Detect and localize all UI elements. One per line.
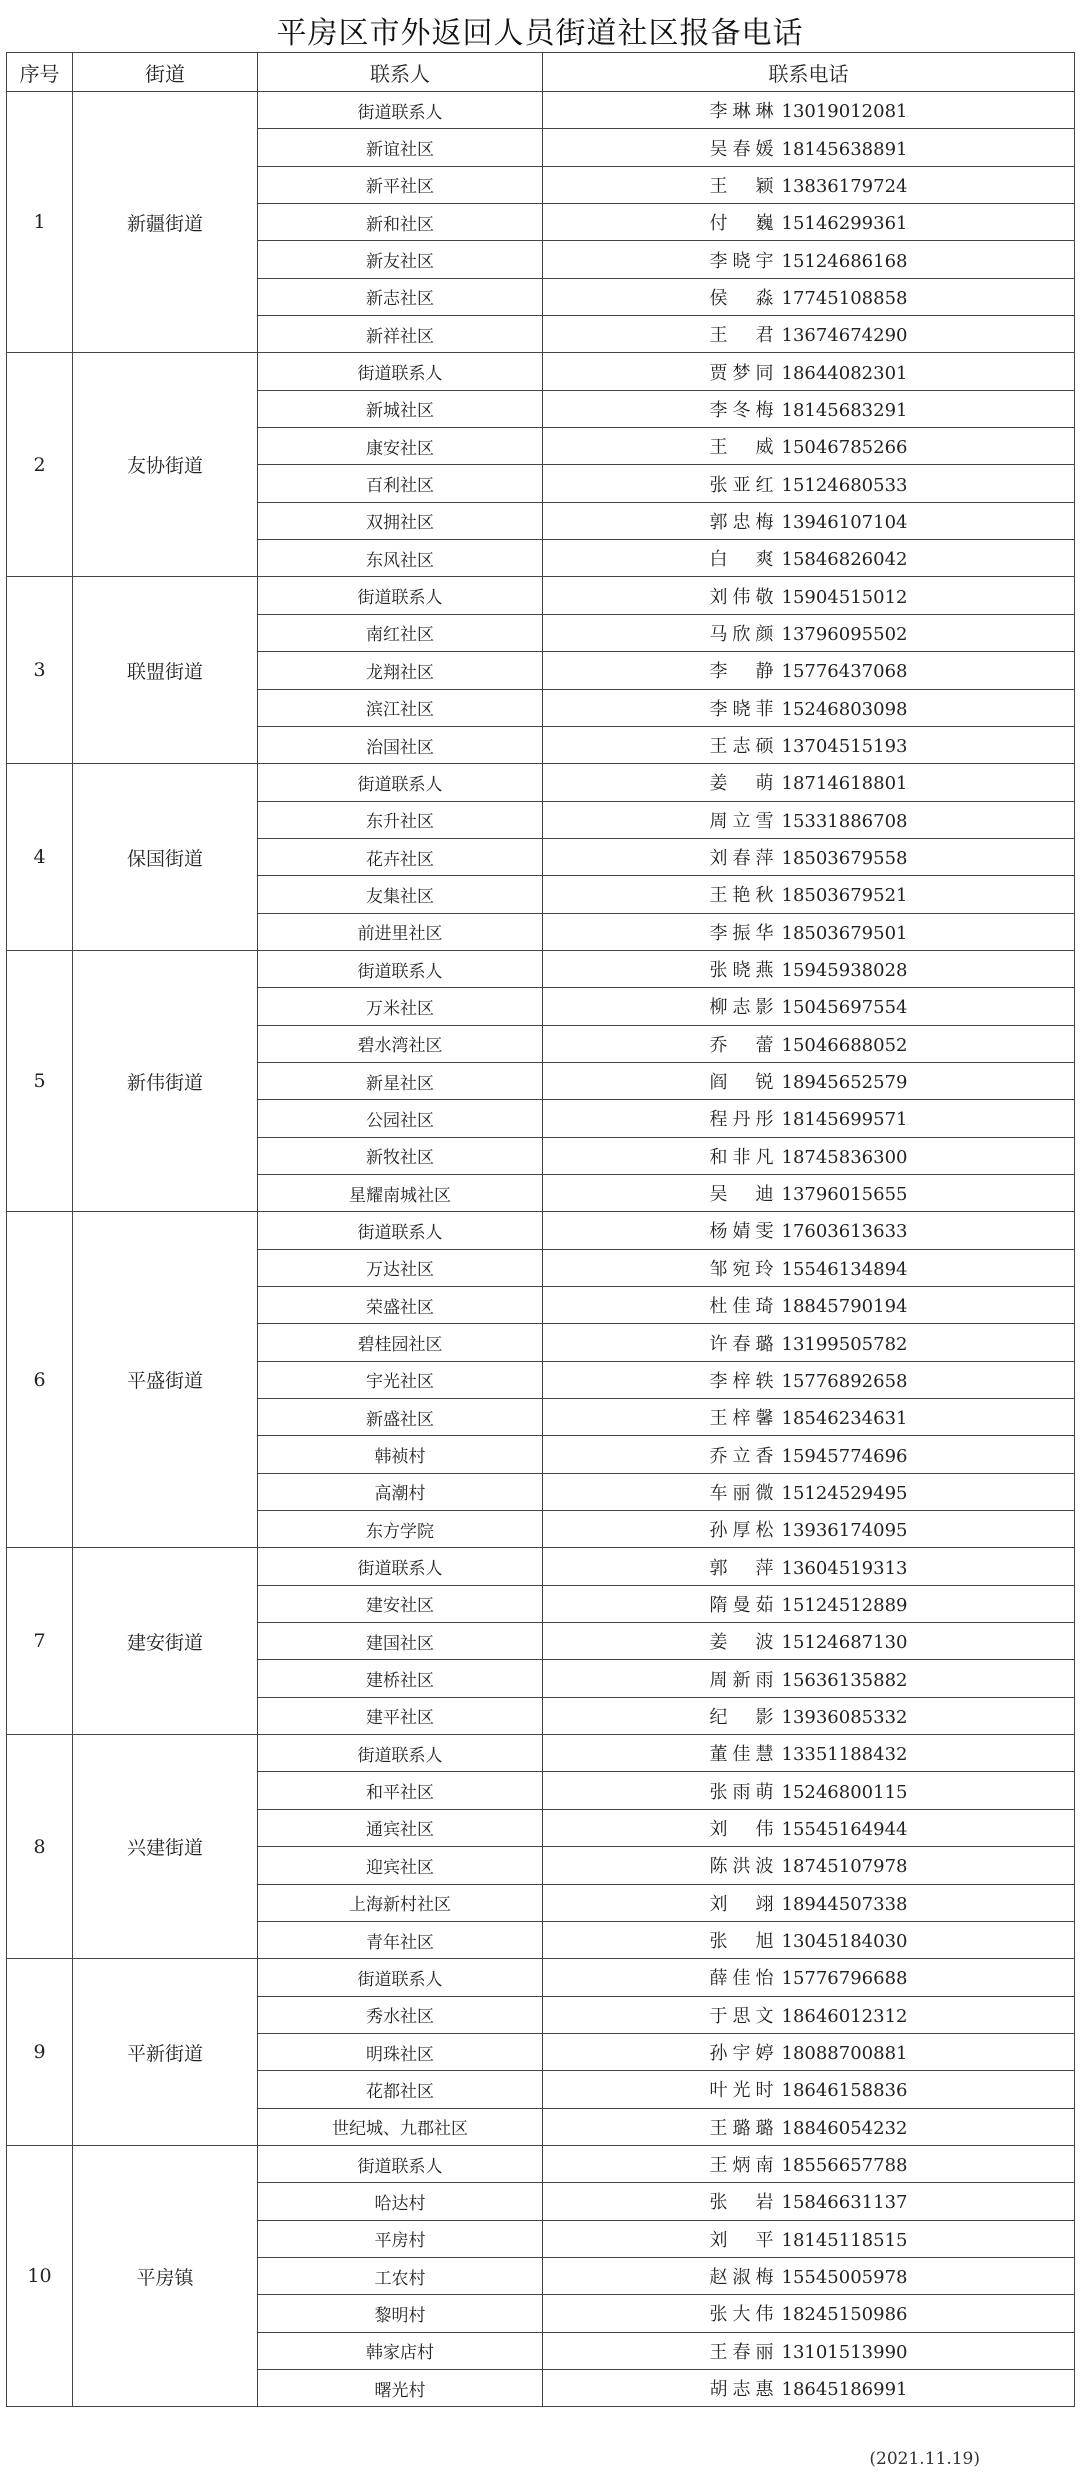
contact-cell: 建桥社区 — [258, 1660, 543, 1697]
contact-person-name: 王璐璐 — [709, 2117, 774, 2139]
contact-cell: 花都社区 — [258, 2071, 543, 2108]
phone-number: 15046785266 — [781, 437, 908, 459]
contact-cell: 新城社区 — [258, 390, 543, 427]
contact-person-name: 邹宛玲 — [709, 1258, 774, 1280]
contact-cell: 新志社区 — [258, 278, 543, 315]
contact-cell: 明珠社区 — [258, 2033, 543, 2070]
seq-cell: 8 — [7, 1735, 73, 1959]
contact-person-name: 乔 蕾 — [709, 1034, 774, 1056]
contact-cell: 韩家店村 — [258, 2332, 543, 2369]
phone-number: 15545005978 — [781, 2267, 908, 2289]
seq-cell: 10 — [7, 2145, 73, 2406]
street-cell: 保国街道 — [73, 764, 258, 951]
phone-number: 18145118515 — [781, 2229, 908, 2251]
phone-cell — [543, 1884, 1075, 1921]
contact-person-name: 郭忠梅 — [709, 511, 774, 533]
contact-cell: 万达社区 — [258, 1249, 543, 1286]
contact-person-name: 刘 伟 — [709, 1818, 774, 1840]
street-cell: 建安街道 — [73, 1548, 258, 1735]
contact-person-name: 姜 波 — [709, 1632, 774, 1654]
contact-person-name: 吴春媛 — [709, 138, 774, 160]
contact-cell: 南红社区 — [258, 614, 543, 651]
table-body — [7, 92, 1075, 2407]
phone-number: 18546234631 — [781, 1408, 908, 1430]
contact-person-name: 李晓菲 — [709, 698, 774, 720]
phone-cell — [543, 2295, 1075, 2332]
phone-number: 15124687130 — [781, 1632, 908, 1654]
header-phone: 联系电话 — [543, 53, 1075, 92]
phone-number: 13704515193 — [781, 736, 908, 758]
contact-person-name: 孙宇婷 — [709, 2043, 774, 2065]
phone-cell — [543, 428, 1075, 465]
phone-cell — [543, 1921, 1075, 1958]
contact-cell: 康安社区 — [258, 428, 543, 465]
contact-cell: 万米社区 — [258, 988, 543, 1025]
contact-person-name: 王春丽 — [709, 2341, 774, 2363]
street-cell: 友协街道 — [73, 353, 258, 577]
contact-person-name: 王艳秋 — [709, 885, 774, 907]
contact-cell: 上海新村社区 — [258, 1884, 543, 1921]
contact-person-name: 李振华 — [709, 922, 774, 944]
street-cell: 联盟街道 — [73, 577, 258, 764]
contact-cell: 建安社区 — [258, 1585, 543, 1622]
phone-cell — [543, 1697, 1075, 1734]
phone-number: 15046688052 — [781, 1034, 908, 1056]
phone-number: 18846054232 — [781, 2117, 908, 2139]
contact-person-name: 陈洪波 — [709, 1856, 774, 1878]
phone-cell — [543, 1436, 1075, 1473]
phone-cell — [543, 241, 1075, 278]
phone-cell — [543, 2369, 1075, 2406]
phone-number: 18646158836 — [781, 2080, 908, 2102]
contact-cell: 治国社区 — [258, 726, 543, 763]
phone-number: 18088700881 — [781, 2043, 908, 2065]
phone-cell — [543, 726, 1075, 763]
phone-cell — [543, 465, 1075, 502]
phone-cell — [543, 2183, 1075, 2220]
contact-cell: 新友社区 — [258, 241, 543, 278]
contact-cell: 荣盛社区 — [258, 1287, 543, 1324]
contact-cell: 街道联系人 — [258, 1548, 543, 1585]
contact-person-name: 杜佳琦 — [709, 1296, 774, 1318]
street-cell: 兴建街道 — [73, 1735, 258, 1959]
table-row — [7, 2145, 1075, 2182]
contact-person-name: 李 静 — [709, 661, 774, 683]
table-row — [7, 353, 1075, 390]
contact-cell: 东方学院 — [258, 1511, 543, 1548]
contact-cell: 百利社区 — [258, 465, 543, 502]
contact-person-name: 程丹彤 — [709, 1109, 774, 1131]
phone-number: 13604519313 — [781, 1557, 908, 1579]
phone-number: 15146299361 — [781, 213, 908, 235]
phone-number: 13796095502 — [781, 623, 908, 645]
street-cell: 平盛街道 — [73, 1212, 258, 1548]
phone-number: 13936085332 — [781, 1706, 908, 1728]
header-contact: 联系人 — [258, 53, 543, 92]
street-cell: 新伟街道 — [73, 950, 258, 1211]
phone-number: 18745107978 — [781, 1856, 908, 1878]
phone-cell — [543, 502, 1075, 539]
phone-number: 18646012312 — [781, 2005, 908, 2027]
contact-cell: 新星社区 — [258, 1062, 543, 1099]
phone-cell — [543, 2257, 1075, 2294]
street-cell: 平新街道 — [73, 1959, 258, 2146]
contact-cell: 新牧社区 — [258, 1137, 543, 1174]
phone-cell — [543, 92, 1075, 129]
contact-person-name: 隋曼茹 — [709, 1594, 774, 1616]
seq-cell: 7 — [7, 1548, 73, 1735]
contact-cell: 哈达村 — [258, 2183, 543, 2220]
phone-number: 17745108858 — [781, 287, 908, 309]
phone-number: 18503679558 — [781, 848, 908, 870]
contact-cell: 街道联系人 — [258, 764, 543, 801]
contact-cell: 建平社区 — [258, 1697, 543, 1734]
phone-cell — [543, 1548, 1075, 1585]
contact-cell: 建国社区 — [258, 1623, 543, 1660]
contact-person-name: 刘伟敬 — [709, 586, 774, 608]
header-seq: 序号 — [7, 53, 73, 92]
contact-person-name: 李梓轶 — [709, 1370, 774, 1392]
table-row — [7, 1735, 1075, 1772]
phone-cell — [543, 876, 1075, 913]
seq-cell: 4 — [7, 764, 73, 951]
phone-cell — [543, 1025, 1075, 1062]
contact-person-name: 姜 萌 — [709, 773, 774, 795]
page-title: 平房区市外返回人员街道社区报备电话 — [276, 16, 804, 51]
contact-cell: 新祥社区 — [258, 316, 543, 353]
contact-cell: 街道联系人 — [258, 950, 543, 987]
phone-cell — [543, 390, 1075, 427]
contact-cell: 和平社区 — [258, 1772, 543, 1809]
contact-cell: 碧桂园社区 — [258, 1324, 543, 1361]
phone-number: 15776892658 — [781, 1370, 908, 1392]
contact-person-name: 许春璐 — [709, 1333, 774, 1355]
phone-number: 18556657788 — [781, 2155, 908, 2177]
phone-number: 13936174095 — [781, 1520, 908, 1542]
contact-person-name: 薛佳怡 — [709, 1968, 774, 1990]
contact-person-name: 赵淑梅 — [709, 2267, 774, 2289]
contact-person-name: 贾梦同 — [709, 362, 774, 384]
phone-cell — [543, 1249, 1075, 1286]
contact-person-name: 于思文 — [709, 2005, 774, 2027]
contact-cell: 工农村 — [258, 2257, 543, 2294]
contact-person-name: 和非凡 — [709, 1146, 774, 1168]
contact-cell: 街道联系人 — [258, 577, 543, 614]
phone-cell — [543, 2220, 1075, 2257]
contact-cell: 新盛社区 — [258, 1399, 543, 1436]
contact-cell: 友集社区 — [258, 876, 543, 913]
phone-cell — [543, 1174, 1075, 1211]
phone-number: 18645186991 — [781, 2379, 908, 2401]
phone-number: 15846631137 — [781, 2192, 908, 2214]
phone-number: 17603613633 — [781, 1221, 908, 1243]
header-street: 街道 — [73, 53, 258, 92]
contact-person-name: 张大伟 — [709, 2304, 774, 2326]
phone-cell — [543, 577, 1075, 614]
phone-number: 18644082301 — [781, 362, 908, 384]
contact-cell: 街道联系人 — [258, 1212, 543, 1249]
contact-person-name: 阎 锐 — [709, 1072, 774, 1094]
phone-number: 15246803098 — [781, 698, 908, 720]
contact-cell: 街道联系人 — [258, 1735, 543, 1772]
seq-cell: 9 — [7, 1959, 73, 2146]
phone-cell — [543, 614, 1075, 651]
contact-person-name: 侯 淼 — [709, 287, 774, 309]
contact-cell: 黎明村 — [258, 2295, 543, 2332]
contact-person-name: 张 旭 — [709, 1931, 774, 1953]
phone-number: 15945774696 — [781, 1445, 908, 1467]
contact-cell: 街道联系人 — [258, 92, 543, 129]
phone-cell — [543, 1511, 1075, 1548]
phone-cell — [543, 913, 1075, 950]
contact-person-name: 白 爽 — [709, 549, 774, 571]
phone-cell — [543, 166, 1075, 203]
contact-person-name: 张晓燕 — [709, 960, 774, 982]
phone-number: 18145638891 — [781, 138, 908, 160]
table-row — [7, 950, 1075, 987]
contact-cell: 高潮村 — [258, 1473, 543, 1510]
contact-cell: 通宾社区 — [258, 1809, 543, 1846]
phone-number: 18503679521 — [781, 885, 908, 907]
contact-person-name: 王梓馨 — [709, 1408, 774, 1430]
contact-cell: 碧水湾社区 — [258, 1025, 543, 1062]
contact-person-name: 孙厚松 — [709, 1520, 774, 1542]
contact-person-name: 刘 翊 — [709, 1893, 774, 1915]
phone-number: 18945652579 — [781, 1072, 908, 1094]
seq-cell: 1 — [7, 92, 73, 353]
table-row — [7, 92, 1075, 129]
contact-person-name: 胡志惠 — [709, 2379, 774, 2401]
contact-cell: 街道联系人 — [258, 2145, 543, 2182]
contact-person-name: 柳志影 — [709, 997, 774, 1019]
contact-person-name: 付 巍 — [709, 213, 774, 235]
phone-number: 18944507338 — [781, 1893, 908, 1915]
phone-number: 18145699571 — [781, 1109, 908, 1131]
phone-cell — [543, 129, 1075, 166]
contact-person-name: 李冬梅 — [709, 399, 774, 421]
contact-cell: 新和社区 — [258, 204, 543, 241]
phone-number: 15331886708 — [781, 810, 908, 832]
phone-cell — [543, 689, 1075, 726]
table-header-row — [7, 53, 1075, 92]
phone-cell — [543, 2145, 1075, 2182]
contact-person-name: 董佳慧 — [709, 1744, 774, 1766]
contact-person-name: 杨婧雯 — [709, 1221, 774, 1243]
phone-cell — [543, 1585, 1075, 1622]
contact-cell: 花卉社区 — [258, 838, 543, 875]
contact-person-name: 马欣颜 — [709, 623, 774, 645]
phone-number: 15246800115 — [781, 1781, 908, 1803]
phone-cell — [543, 764, 1075, 801]
phone-cell — [543, 204, 1075, 241]
contact-person-name: 吴 迪 — [709, 1184, 774, 1206]
contact-cell: 东升社区 — [258, 801, 543, 838]
contact-cell: 东风社区 — [258, 540, 543, 577]
phone-cell — [543, 1809, 1075, 1846]
phone-number: 18714618801 — [781, 773, 908, 795]
phone-number: 15945938028 — [781, 960, 908, 982]
phone-number: 13101513990 — [781, 2341, 908, 2363]
phone-cell — [543, 652, 1075, 689]
phone-cell — [543, 1137, 1075, 1174]
contact-cell: 公园社区 — [258, 1100, 543, 1137]
phone-number: 15776796688 — [781, 1968, 908, 1990]
phone-number: 18745836300 — [781, 1146, 908, 1168]
contact-table — [6, 52, 1075, 2407]
contact-cell: 迎宾社区 — [258, 1847, 543, 1884]
street-cell: 平房镇 — [73, 2145, 258, 2406]
contact-person-name: 张雨萌 — [709, 1781, 774, 1803]
phone-cell — [543, 1062, 1075, 1099]
contact-cell: 龙翔社区 — [258, 652, 543, 689]
phone-cell — [543, 2108, 1075, 2145]
phone-number: 13946107104 — [781, 511, 908, 533]
contact-person-name: 车丽微 — [709, 1482, 774, 1504]
contact-person-name: 刘春萍 — [709, 848, 774, 870]
contact-person-name: 叶光时 — [709, 2080, 774, 2102]
contact-cell: 双拥社区 — [258, 502, 543, 539]
phone-cell — [543, 1772, 1075, 1809]
phone-number: 13796015655 — [781, 1184, 908, 1206]
contact-person-name: 王志硕 — [709, 736, 774, 758]
contact-person-name: 李琳琳 — [709, 101, 774, 123]
contact-cell: 秀水社区 — [258, 1996, 543, 2033]
phone-cell — [543, 988, 1075, 1025]
contact-cell: 前进里社区 — [258, 913, 543, 950]
phone-number: 18845790194 — [781, 1296, 908, 1318]
phone-number: 15636135882 — [781, 1669, 908, 1691]
contact-person-name: 王 颖 — [709, 175, 774, 197]
contact-person-name: 乔立香 — [709, 1445, 774, 1467]
phone-cell — [543, 1399, 1075, 1436]
phone-number: 15776437068 — [781, 661, 908, 683]
phone-number: 15545164944 — [781, 1818, 908, 1840]
phone-cell — [543, 838, 1075, 875]
phone-cell — [543, 353, 1075, 390]
contact-cell: 平房村 — [258, 2220, 543, 2257]
street-cell: 新疆街道 — [73, 92, 258, 353]
contact-cell: 滨江社区 — [258, 689, 543, 726]
phone-cell — [543, 1959, 1075, 1996]
contact-cell: 世纪城、九郡社区 — [258, 2108, 543, 2145]
contact-person-name: 王 威 — [709, 437, 774, 459]
contact-person-name: 李晓宇 — [709, 250, 774, 272]
seq-cell: 3 — [7, 577, 73, 764]
contact-person-name: 周立雪 — [709, 810, 774, 832]
contact-cell: 青年社区 — [258, 1921, 543, 1958]
phone-cell — [543, 1100, 1075, 1137]
phone-number: 15124512889 — [781, 1594, 908, 1616]
phone-number: 15124680533 — [781, 474, 908, 496]
contact-cell: 街道联系人 — [258, 1959, 543, 1996]
phone-cell — [543, 1324, 1075, 1361]
contact-person-name: 郭 萍 — [709, 1557, 774, 1579]
phone-cell — [543, 316, 1075, 353]
contact-person-name: 王炳南 — [709, 2155, 774, 2177]
table-row — [7, 764, 1075, 801]
phone-cell — [543, 2033, 1075, 2070]
phone-cell — [543, 1212, 1075, 1249]
phone-cell — [543, 1287, 1075, 1324]
contact-cell: 宇光社区 — [258, 1361, 543, 1398]
phone-cell — [543, 1847, 1075, 1884]
phone-cell — [543, 540, 1075, 577]
phone-number: 18245150986 — [781, 2304, 908, 2326]
table-row — [7, 1212, 1075, 1249]
phone-number: 15846826042 — [781, 549, 908, 571]
contact-person-name: 周新雨 — [709, 1669, 774, 1691]
date-footer: (2021.11.19) — [869, 2449, 980, 2469]
table-row — [7, 1959, 1075, 1996]
contact-cell: 曙光村 — [258, 2369, 543, 2406]
phone-number: 15124529495 — [781, 1482, 908, 1504]
contact-cell: 星耀南城社区 — [258, 1174, 543, 1211]
phone-number: 13045184030 — [781, 1931, 908, 1953]
contact-person-name: 张亚红 — [709, 474, 774, 496]
phone-number: 13836179724 — [781, 175, 908, 197]
phone-number: 13019012081 — [781, 101, 908, 123]
phone-cell — [543, 1735, 1075, 1772]
seq-cell: 5 — [7, 950, 73, 1211]
phone-number: 15904515012 — [781, 586, 908, 608]
phone-number: 13674674290 — [781, 325, 908, 347]
table-row — [7, 577, 1075, 614]
seq-cell: 2 — [7, 353, 73, 577]
phone-number: 15546134894 — [781, 1258, 908, 1280]
phone-number: 18503679501 — [781, 922, 908, 944]
phone-cell — [543, 801, 1075, 838]
contact-person-name: 纪 影 — [709, 1706, 774, 1728]
seq-cell: 6 — [7, 1212, 73, 1548]
phone-cell — [543, 2332, 1075, 2369]
phone-number: 13199505782 — [781, 1333, 908, 1355]
phone-number: 13351188432 — [781, 1744, 908, 1766]
phone-cell — [543, 1660, 1075, 1697]
phone-cell — [543, 1996, 1075, 2033]
contact-cell: 街道联系人 — [258, 353, 543, 390]
phone-cell — [543, 278, 1075, 315]
phone-number: 15045697554 — [781, 997, 908, 1019]
contact-person-name: 刘 平 — [709, 2229, 774, 2251]
phone-cell — [543, 1473, 1075, 1510]
contact-cell: 韩祯村 — [258, 1436, 543, 1473]
phone-number: 15124686168 — [781, 250, 908, 272]
table-row — [7, 1548, 1075, 1585]
contact-cell: 新谊社区 — [258, 129, 543, 166]
phone-cell — [543, 2071, 1075, 2108]
contact-person-name: 王 君 — [709, 325, 774, 347]
phone-cell — [543, 950, 1075, 987]
contact-person-name: 张 岩 — [709, 2192, 774, 2214]
phone-cell — [543, 1361, 1075, 1398]
phone-number: 18145683291 — [781, 399, 908, 421]
phone-cell — [543, 1623, 1075, 1660]
contact-cell: 新平社区 — [258, 166, 543, 203]
